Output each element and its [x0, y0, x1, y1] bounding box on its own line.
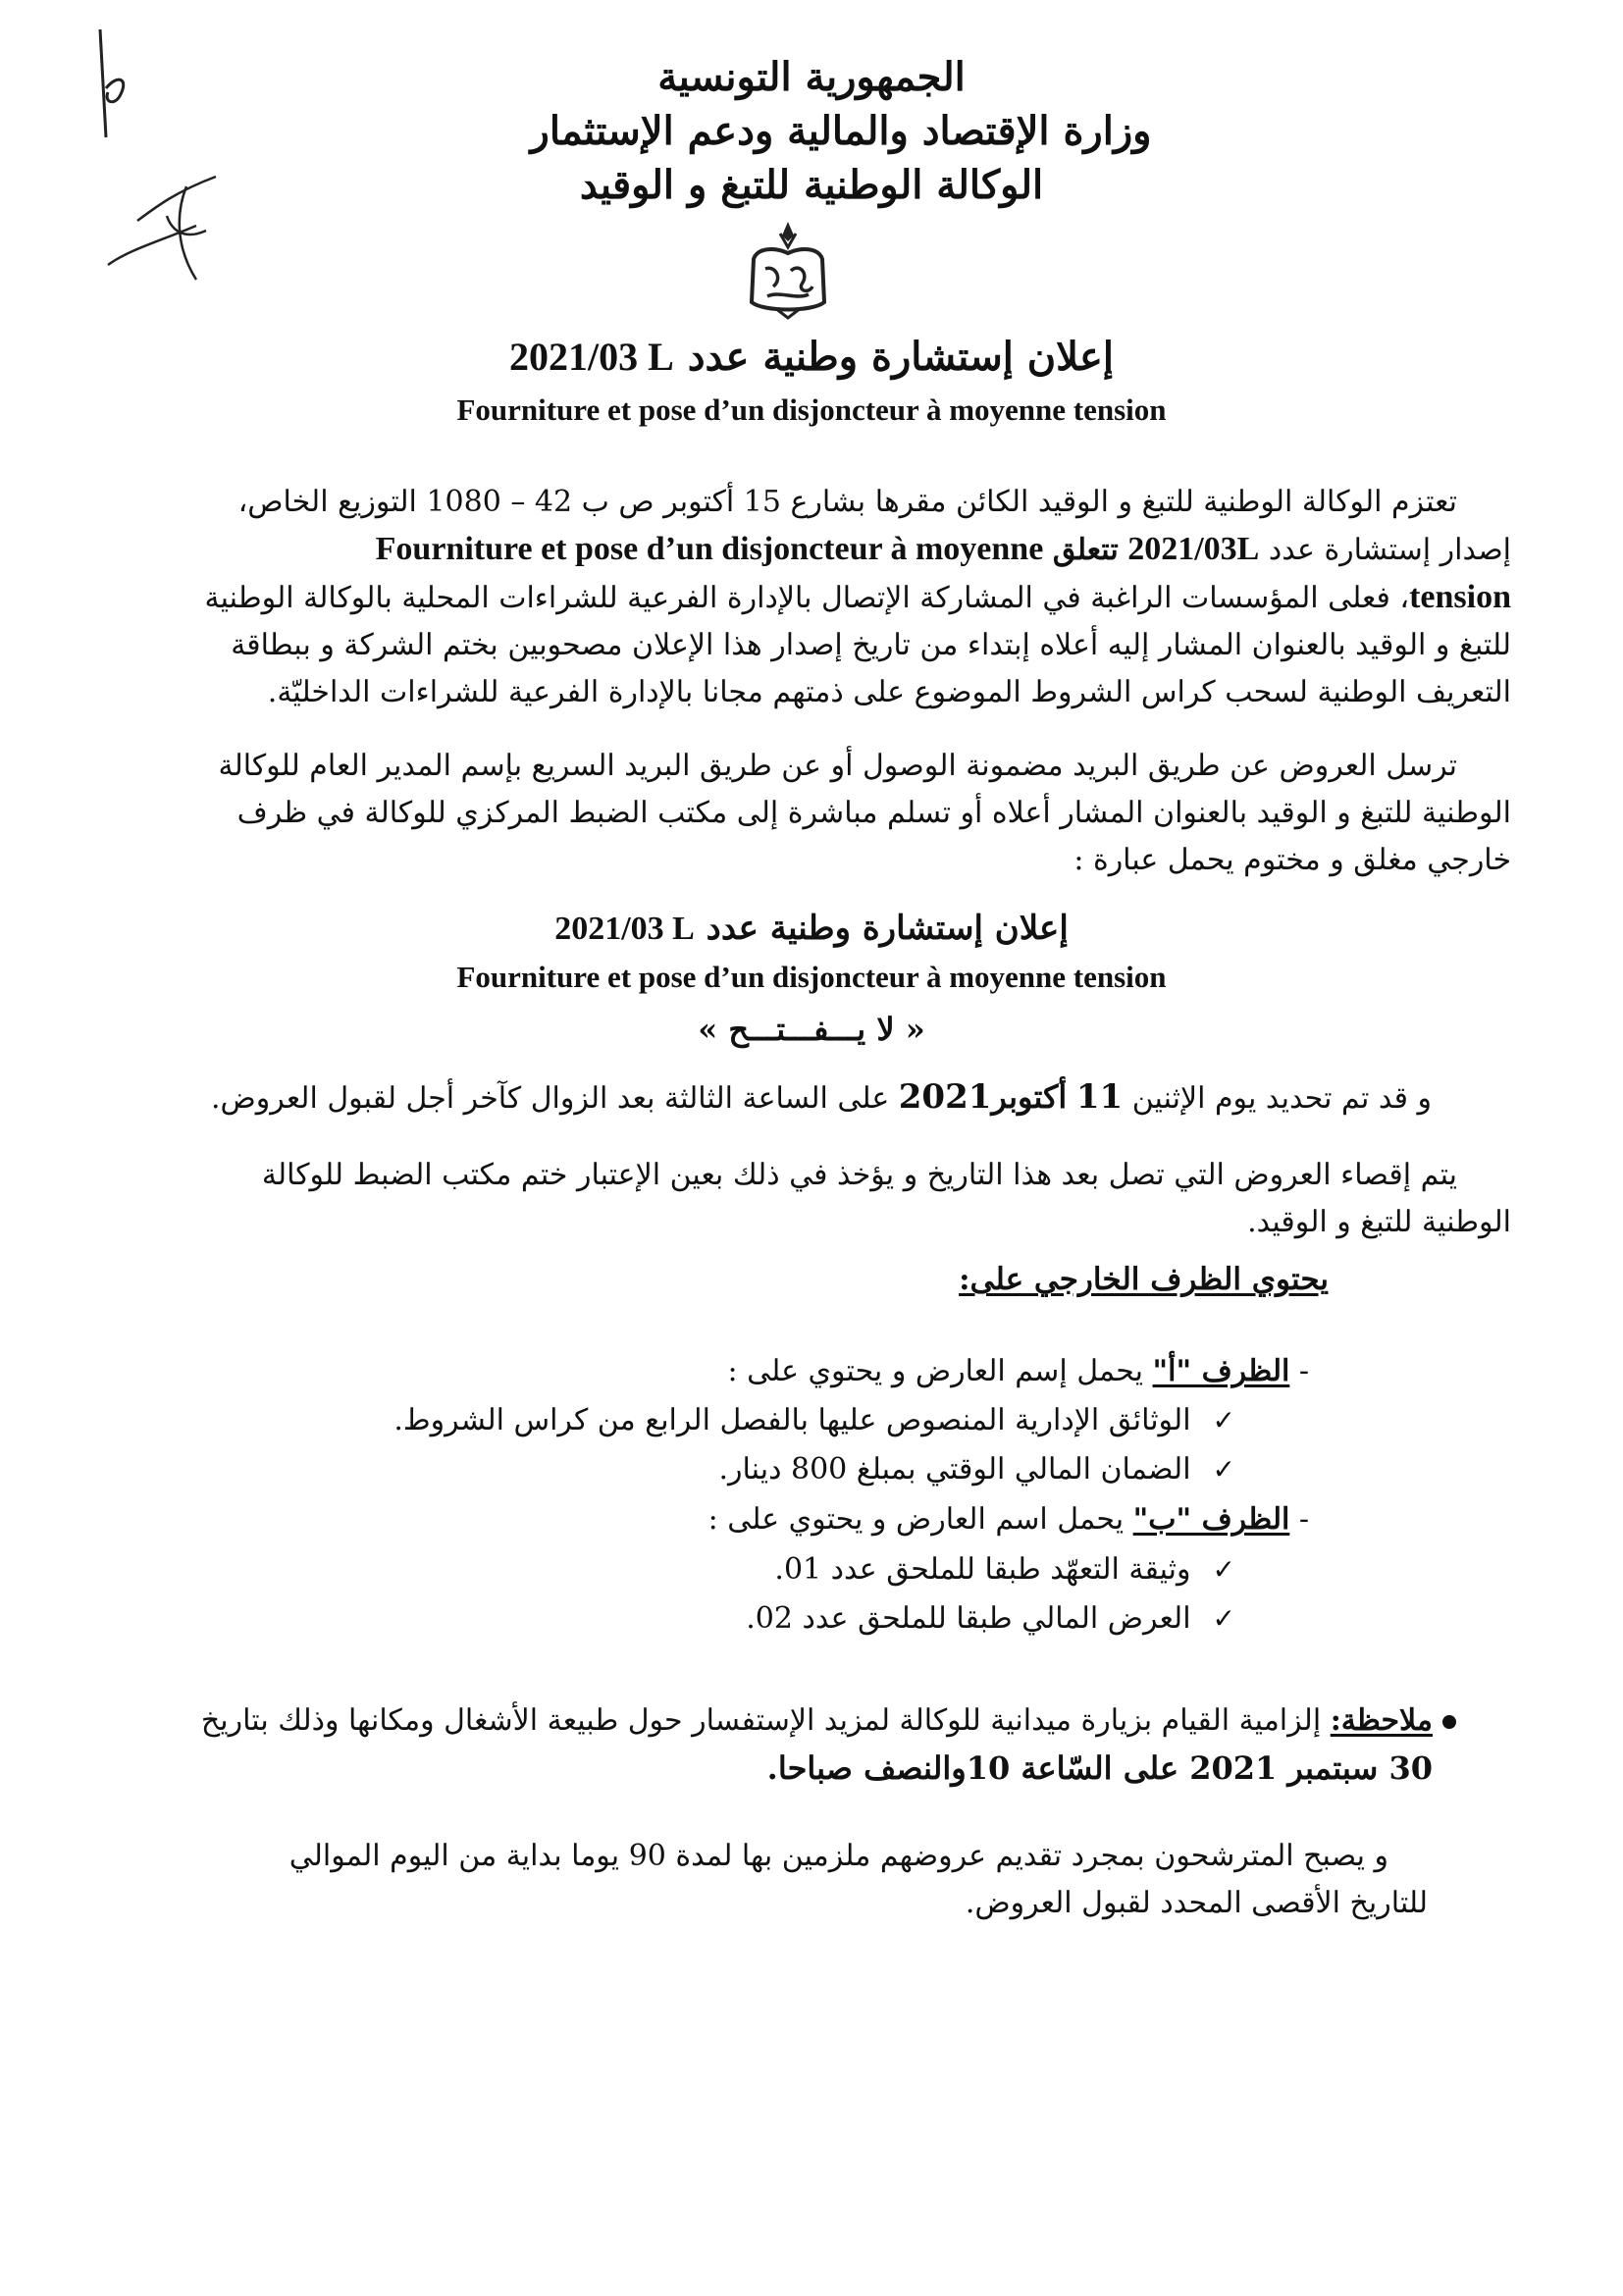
- envelope-a-item: [719, 1452, 1235, 1487]
- envelope-a-item-text: الوثائق الإدارية المنصوص عليها بالفصل الرابع من كراس الشروط.: [393, 1403, 1191, 1437]
- dash-bullet: -: [1298, 1354, 1309, 1388]
- note-line: 30 سبتمبر 2021 على السّاعة 10والنصف صباحا.: [766, 1749, 1433, 1787]
- envelope-b-item-text: وثيقة التعهّد طبقا للملحق عدد 01.: [774, 1552, 1191, 1587]
- note-line: [196, 1697, 1433, 1745]
- envelope-subject-french: Fourniture et pose d’un disjoncteur à moyenne tension: [456, 960, 1167, 994]
- envelope-b-label: الظرف "ب": [1132, 1502, 1290, 1537]
- checkmark-icon: ✓: [1212, 1404, 1235, 1436]
- ministry-name: وزارة الإقتصاد والمالية ودعم الإستثمار: [530, 108, 1152, 154]
- bullet-dot-icon: [1442, 1715, 1456, 1729]
- exclusion-line: الوطنية للتبغ و الوقيد.: [1247, 1205, 1511, 1239]
- submission-line: خارجي مغلق و مختوم يحمل عبارة :: [1073, 843, 1511, 877]
- deadline-line: [211, 1077, 1432, 1117]
- intro-line: التعريف الوطنية لسحب كراس الشروط الموضوع على ذمتهم مجانا بالإدارة الفرعية للشراءات الداخليّة.: [267, 675, 1511, 709]
- country-name: الجمهورية التونسية: [657, 54, 966, 100]
- envelope-b-item: [774, 1552, 1235, 1587]
- envelope-title: [0, 909, 1623, 948]
- intro-text: ، فعلى المؤسسات الراغبة في المشاركة الإتصال بالإدارة الفرعية للشراءات المحلية بالوكالة الوطنية: [204, 581, 1410, 615]
- checkmark-icon: ✓: [1212, 1453, 1235, 1486]
- intro-line: [128, 526, 1511, 574]
- consultation-title: [0, 334, 1623, 380]
- intro-paragraph: [128, 479, 1511, 716]
- contents-heading: [959, 1262, 1329, 1297]
- deadline-month: أكتوبر: [991, 1078, 1068, 1116]
- validity-line: للتاريخ الأقصى المحدد لقبول العروض.: [965, 1886, 1428, 1920]
- envelope-a-label: الظرف "أ": [1152, 1354, 1290, 1388]
- subject-french: Fourniture et pose d’un disjoncteur à moyenne tension: [456, 392, 1167, 427]
- deadline-day: 11: [1075, 1077, 1124, 1117]
- envelope-b-description: يحمل اسم العارض و يحتوي على :: [707, 1502, 1125, 1537]
- submission-line: الوطنية للتبغ و الوقيد بالعنوان المشار أعلاه أو تسلم مباشرة إلى مكتب الضبط المركزي للوكالة في ظرف: [236, 796, 1511, 830]
- submission-paragraph: [162, 743, 1511, 884]
- intro-subject-french-end: tension: [1409, 579, 1511, 615]
- deadline-text: و قد تم تحديد يوم الإثنين: [1131, 1081, 1432, 1116]
- agency-name: الوكالة الوطنية للتبغ و الوقيد: [579, 162, 1044, 208]
- intro-text: إصدار إستشارة عدد: [1268, 533, 1511, 567]
- intro-line: تعتزم الوكالة الوطنية للتبغ و الوقيد الكائن مقرها بشارع 15 أكتوبر ص ب 42 – 1080 التوزيع الخاص،: [237, 485, 1457, 519]
- exclusion-line: يتم إقصاء العروض التي تصل بعد هذا التاريخ و يؤخذ في ذلك بعين الإعتبار ختم مكتب الضبط للوكالة: [261, 1158, 1457, 1192]
- envelope-title-prefix: إعلان إستشارة وطنية عدد: [706, 909, 1069, 948]
- validity-paragraph: [236, 1833, 1428, 1927]
- validity-line: و يصبح المترشحون بمجرد تقديم عروضهم ملزمين بها لمدة 90 يوما بداية من اليوم الموالي: [288, 1839, 1388, 1873]
- deadline-year: 2021: [898, 1077, 992, 1117]
- intro-text-bold: تتعلق: [1052, 533, 1119, 567]
- exclusion-paragraph: [128, 1152, 1511, 1246]
- checkmark-icon: ✓: [1212, 1553, 1235, 1586]
- envelope-a-item-text: الضمان المالي الوقتي بمبلغ 800 دينار.: [718, 1452, 1191, 1487]
- envelope-a-line: [728, 1354, 1309, 1388]
- note-label: ملاحظة:: [1330, 1703, 1433, 1738]
- contents-heading-text: يحتوي الظرف الخارجي على:: [959, 1262, 1329, 1297]
- envelope-b-item-text: العرض المالي طبقا للملحق عدد 02.: [746, 1601, 1191, 1636]
- agency-logo: [736, 218, 840, 322]
- note-paragraph: [196, 1697, 1433, 1792]
- dash-bullet: -: [1298, 1502, 1309, 1537]
- intro-reference: 2021/03L: [1127, 531, 1260, 567]
- deadline-text: على الساعة الثالثة بعد الزوال كآخر أجل لقبول العروض.: [210, 1081, 890, 1116]
- checkmark-icon: ✓: [1212, 1602, 1235, 1635]
- intro-subject-french: Fourniture et pose d’un disjoncteur à moyenne: [375, 531, 1044, 567]
- intro-line: للتبغ و الوقيد بالعنوان المشار إليه أعلاه إبتداء من تاريخ إصدار هذا الإعلان مصحوبين بختم الشركة و ببطاقة: [231, 628, 1511, 662]
- do-not-open-label: « لا يـــفـــتـــح »: [698, 1011, 925, 1048]
- envelope-a-item: [393, 1403, 1235, 1437]
- title-prefix: إعلان إستشارة وطنية عدد: [687, 334, 1114, 380]
- envelope-a-description: يحمل إسم العارض و يحتوي على :: [727, 1354, 1143, 1388]
- envelope-title-reference: 2021/03 L: [554, 911, 695, 947]
- intro-line: [128, 574, 1511, 622]
- envelope-b-line: [708, 1502, 1309, 1537]
- note-text: إلزامية القيام بزيارة ميدانية للوكالة لمزيد الإستفسار حول طبيعة الأشغال ومكانها وذلك بتاريخ: [200, 1703, 1322, 1738]
- envelope-b-item: [746, 1601, 1235, 1636]
- title-reference: 2021/03 L: [509, 335, 674, 379]
- submission-line: ترسل العروض عن طريق البريد مضمونة الوصول أو عن طريق البريد السريع بإسم المدير العام للوكالة: [218, 749, 1457, 783]
